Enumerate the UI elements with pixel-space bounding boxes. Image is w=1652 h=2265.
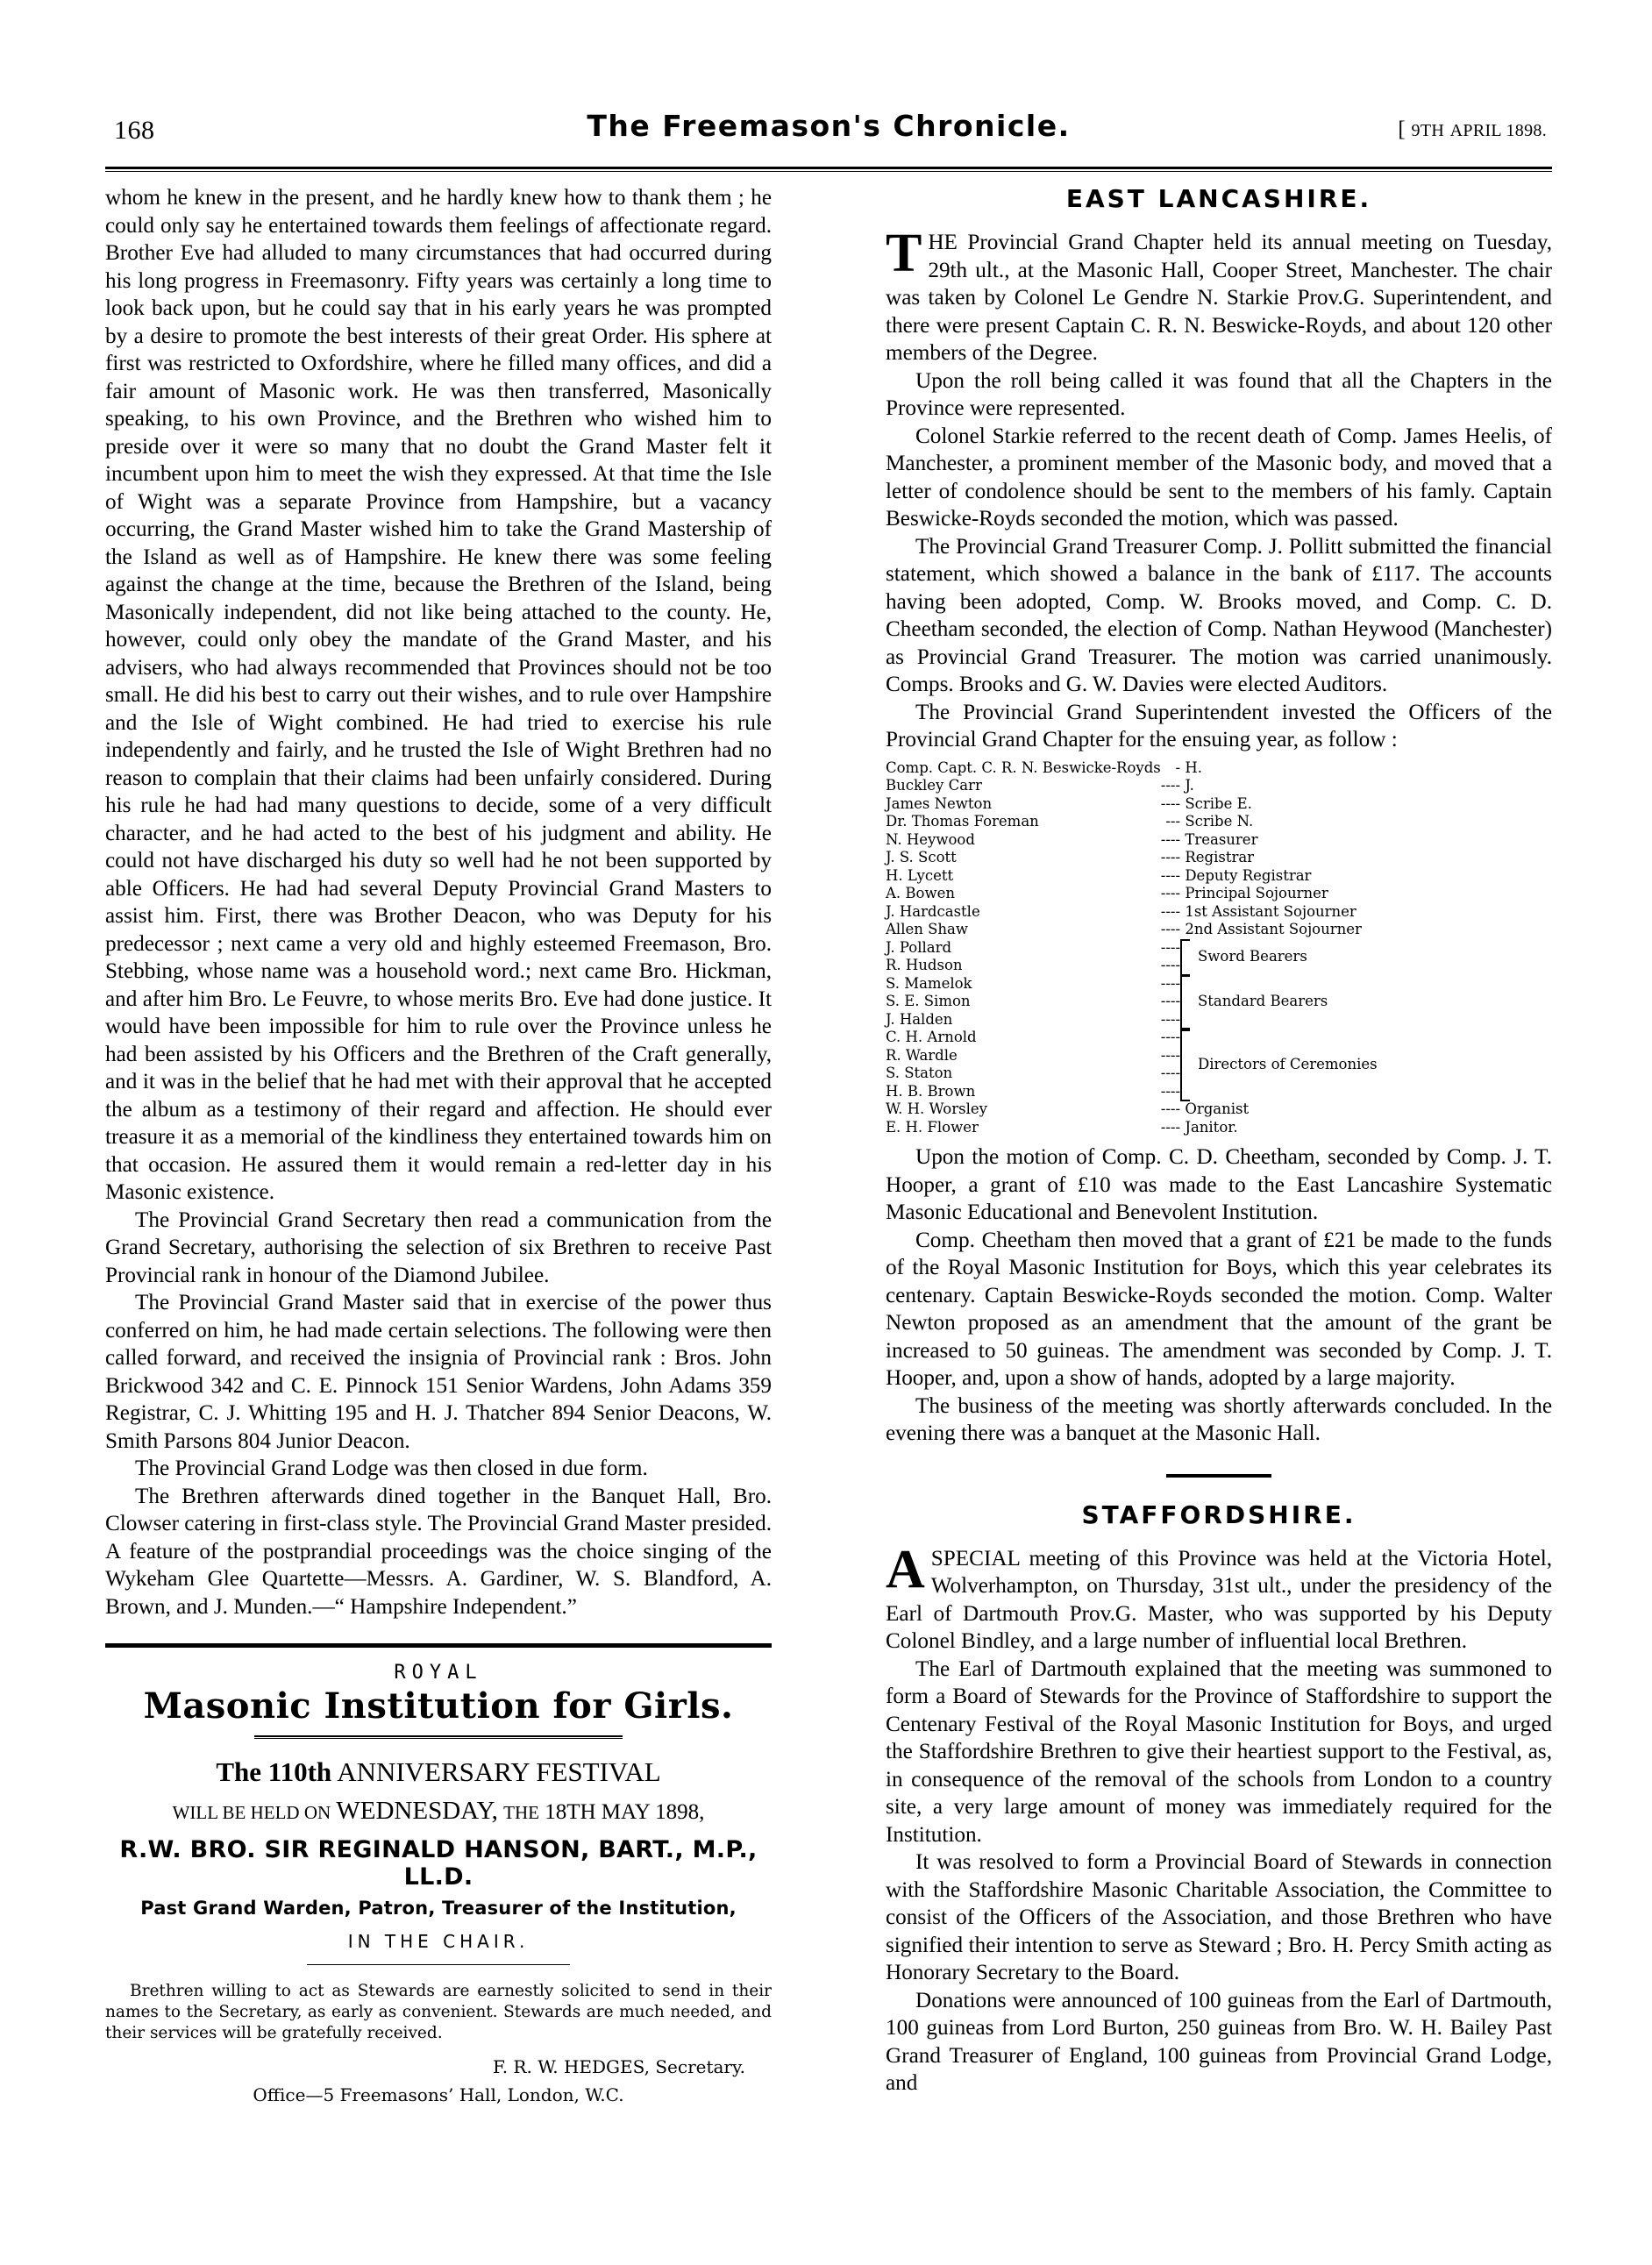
leader-dash: - xyxy=(1160,885,1166,901)
when-the: THE xyxy=(503,1802,539,1823)
advertisement-in-the-chair: IN THE CHAIR. xyxy=(347,1931,530,1952)
advertisement-chairman-name: R.W. BRO. SIR REGINALD HANSON, BART., M.P., LL.D. xyxy=(119,1836,758,1891)
officer-role: Deputy Registrar xyxy=(1185,866,1312,884)
leader-dash: - xyxy=(1160,974,1166,992)
table-row xyxy=(886,1083,1552,1101)
advertisement-institution-title: Masonic Institution for Girls. xyxy=(143,1685,734,1727)
leader-dash: - xyxy=(1165,1100,1171,1117)
leader-dash: - xyxy=(1175,1082,1181,1100)
leader-dash: - xyxy=(1170,957,1176,973)
paragraph: Comp. Cheetham then moved that a grant of £21 be made to the funds of the Royal Masonic Institution for Boys, which this year celebrates its centenary. Captain Beswicke-Royds seconded the motion. Comp. Walter Newton proposed as an amendment that the amount of the grant be increased to 50 guineas. The amendment was seconded by Comp. J. T. Hooper, and, upon a show of hands, adopted by a large majority. xyxy=(886,1228,1552,1390)
leader-dash: - xyxy=(1175,830,1181,848)
leader-dash: - xyxy=(1175,759,1181,776)
advertisement-block xyxy=(105,1643,772,2105)
leader-dash: - xyxy=(1175,974,1181,992)
leader-dash: - xyxy=(1170,1118,1176,1136)
leader-dash: - xyxy=(1170,1082,1176,1100)
paragraph: whom he knew in the present, and he hardly knew how to thank them ; he could only say he entertained towards them feelings of affectionate regard. Brother Eve had alluded to many circumstances that had occurred during his long progress in Freemasonry. Fifty years was certainly a long time to look back upon, but he could say that in his early years he was prompted by a desire to promote the best interests of their great Order. His sphere at first was restricted to Oxfordshire, where he filled many offices, and did a fair amount of Masonic work. He was then transferred, Masonically speaking, to his own Province, and the Brethren who wished him to preside over it were so many that no doubt the Grand Master felt it incumbent upon him to meet the wish they expressed. At that time the Isle of Wight was a separate Province from Hampshire, but a vacancy occurring, the Grand Master wished him to take the Grand Mastership of the Island as well as of Hampshire. He knew there was some feeling against the change at the time, because the Brethren of the Island, being Masonically independent, did not like being attached to the county. He, however, could only obey the mandate of the Grand Master, and his advisers, who had always recommended that Provinces should not be too small. He did his best to carry out their wishes, and to rule over Hampshire and the Isle of Wight combined. He had tried to exercise his rule independently and fairly, and he trusted the Isle of Wight Brethren had no reason to complain that their claims had been unfairly considered. During his rule he had had many questions to decide, some of a very difficult character, and he had acted to the best of his judgment and ability. He could not have discharged his duty so well had he not been supported by able Officers. He had had several Deputy Provincial Grand Masters to assist him. First, there was Brother Deacon, who was Deputy for his predecessor ; next came a very old and highly esteemed Freemason, Bro. Stebbing, whose name was a household word.; next came Bro. Hickman, and after him Bro. Le Feuvre, to whose merits Bro. Eve had done justice. It would have been impossible for him to rule over the Province unless he had been assisted by his Officers and the Brethren of the Craft generally, and it was in the belief that he had met with their approval that he accepted the album as a testimony of their regard and affection. He should ever treasure it as a memorial of the kindliness they entertained towards him on that occasion. He assured them it would remain a red-letter day in his Masonic existence. xyxy=(105,186,772,1204)
leader-dash: - xyxy=(1170,993,1176,1009)
leader-dash: - xyxy=(1160,794,1166,812)
leader-dash: - xyxy=(1170,1100,1176,1117)
leader-dash: - xyxy=(1165,921,1171,937)
leader-dash: - xyxy=(1160,993,1166,1009)
leader-dash: - xyxy=(1175,777,1181,794)
officer-name: Dr. Thomas Foreman xyxy=(886,813,1039,830)
officer-name: A. Bowen xyxy=(886,885,955,901)
leader-dash: - xyxy=(1175,813,1181,830)
officer-name: J. Halden xyxy=(886,1010,953,1028)
leader-dash: - xyxy=(1175,1029,1181,1045)
leader-dash: - xyxy=(1165,1010,1171,1028)
officer-name: S. Staton xyxy=(886,1065,953,1081)
officer-role: J. xyxy=(1185,777,1194,794)
when-prefix: WILL BE HELD ON xyxy=(172,1802,331,1823)
paragraph: The Provincial Grand Lodge was then closed in due form. xyxy=(135,1457,648,1480)
leader-dash: - xyxy=(1170,830,1176,848)
group-label: Sword Bearers xyxy=(1198,947,1307,965)
officer-role xyxy=(1185,1011,1552,1029)
when-date: 18TH MAY 1898, xyxy=(545,1800,705,1824)
paragraph: The Brethren afterwards dined together in the Banquet Hall, Bro. Clowser catering in first-class style. The Provincial Grand Master presided. A feature of the postprandial proceedings was the choice singing of the Wykeham Glee Quartette—Messrs. A. Gardiner, W. S. Blandford, A. Brown, and J. Munden.—“ Hampshire Independent.” xyxy=(105,1484,772,1619)
officer-name: James Newton xyxy=(886,794,993,812)
leader-dash: - xyxy=(1160,1082,1166,1100)
leader-dash: - xyxy=(1165,957,1171,973)
drop-cap-letter: T xyxy=(886,224,922,283)
leader-dash: - xyxy=(1165,993,1171,1009)
leader-dash: - xyxy=(1175,885,1181,901)
leader-dash: - xyxy=(1160,1046,1166,1064)
leader-dash: - xyxy=(1160,1010,1166,1028)
officer-role: Treasurer xyxy=(1185,830,1258,848)
paragraph-text: HE Provincial Grand Chapter held its annual meeting on Tuesday, 29th ult., at the Masonic Hall, Cooper Street, Manchester. The chair was taken by Colonel Le Gendre N. Starkie Prov.G. Superintendent, and there were present Captain C. R. N. Beswicke-Royds, and about 120 other members of the Degree. xyxy=(886,231,1552,365)
paragraph: The Provincial Grand Treasurer Comp. J. Pollitt submitted the financial statement, which showed a balance in the bank of £117. The accounts having been adopted, Comp. W. Brooks moved, and Comp. C. D. Cheetham seconded, the election of Comp. Nathan Heywood (Manchester) as Provincial Grand Treasurer. The motion was carried unanimously. Comps. Brooks and G. W. Davies were elected Auditors. xyxy=(886,534,1552,696)
leader-dash: - xyxy=(1170,902,1176,920)
officer-name: S. E. Simon xyxy=(886,993,971,1009)
table-row xyxy=(886,885,1552,903)
table-row xyxy=(886,759,1552,778)
paragraph: Colonel Starkie referred to the recent death of Comp. James Heelis, of Manchester, a prominent member of the Masonic body, and moved that a letter of condolence should be sent to the members of his famly. Captain Beswicke-Royds seconded the motion, which was passed. xyxy=(886,424,1552,531)
paragraph xyxy=(886,1539,1552,1656)
date-month-year: APRIL 1898. xyxy=(1449,121,1547,140)
officers-table xyxy=(886,759,1552,1137)
officer-role: Organist xyxy=(1185,1100,1250,1117)
advertisement-secretary: F. R. W. HEDGES, Secretary. xyxy=(492,2056,745,2077)
table-row xyxy=(886,1011,1552,1029)
paragraph: It was resolved to form a Provincial Board of Stewards in connection with the Staffordshire Masonic Charitable Association, the Committee to consist of the Officers of the Association, and those Brethren who have signified their intention to serve as Steward ; Bro. H. Percy Smith acting as Honorary Secretary to the Board. xyxy=(886,1850,1552,1984)
group-brace xyxy=(1180,939,1190,976)
paragraph: Upon the motion of Comp. C. D. Cheetham, seconded by Comp. J. T. Hooper, a grant of £10 was made to the East Lancashire Systematic Masonic Educational and Benevolent Institution. xyxy=(886,1145,1552,1224)
table-row xyxy=(886,813,1552,831)
leader-dash: - xyxy=(1165,938,1171,956)
leader-dash: - xyxy=(1160,830,1166,848)
leader-dash: - xyxy=(1170,777,1176,794)
officer-name: H. B. Brown xyxy=(886,1082,976,1100)
advertisement-date-line xyxy=(105,1797,772,1826)
officers-list xyxy=(886,759,1552,1137)
section-heading-staffordshire: STAFFORDSHIRE. xyxy=(1081,1499,1356,1529)
leader-dash: - xyxy=(1175,1046,1181,1064)
advertisement-chairman-role: Past Grand Warden, Patron, Treasurer of the Institution, xyxy=(140,1898,737,1919)
leader-dash: - xyxy=(1175,1100,1181,1117)
leader-dash: - xyxy=(1170,866,1176,884)
masthead-rule xyxy=(105,167,1552,172)
leader-dash: - xyxy=(1165,974,1171,992)
advertisement-top-rule xyxy=(105,1643,772,1648)
officer-name: S. Mamelok xyxy=(886,974,972,992)
leader-dash: - xyxy=(1165,849,1171,865)
officer-role: Principal Sojourner xyxy=(1185,885,1328,901)
leader-dash: - xyxy=(1160,1029,1166,1045)
leader-dash: - xyxy=(1165,1029,1171,1045)
left-column xyxy=(105,184,772,2105)
paragraph-text: SPECIAL meeting of this Province was held at the Victoria Hotel, Wolverhampton, on Thursday, 31st ult., under the presidency of the Earl of Dartmouth Prov.G. Master, who was supported by his Deputy Colonel Bindley, and a large number of influential local Brethren. xyxy=(886,1546,1552,1653)
leader-dash: - xyxy=(1175,938,1181,956)
leader-dash: - xyxy=(1160,1100,1166,1117)
officer-name: J. Hardcastle xyxy=(886,902,980,920)
advertisement-anniversary-line xyxy=(105,1756,772,1788)
leader-dash: - xyxy=(1160,777,1166,794)
leader-dash: - xyxy=(1175,1065,1181,1081)
leader-dash: - xyxy=(1160,866,1166,884)
leader-dash: - xyxy=(1165,885,1171,901)
leader-dash: - xyxy=(1165,794,1171,812)
leader-dash: - xyxy=(1170,813,1176,830)
issue-date xyxy=(1398,118,1547,142)
paragraph: The business of the meeting was shortly afterwards concluded. In the evening there was a banquet at the Masonic Hall. xyxy=(886,1393,1552,1445)
table-row xyxy=(886,867,1552,886)
advertisement-stewards-note: Brethren willing to act as Stewards are earnestly solicited to send in their names to the Secretary, as early as convenient. Stewards are much needed, and their services will be gratefully received. xyxy=(105,1982,772,2042)
group-label: Directors of Ceremonies xyxy=(1198,1055,1378,1072)
leader-dash: - xyxy=(1170,974,1176,992)
officer-role: Registrar xyxy=(1185,849,1255,865)
leader-dash: - xyxy=(1160,1118,1166,1136)
leader-dash: - xyxy=(1160,849,1166,865)
paragraph: The Provincial Grand Master said that in exercise of the power thus conferred on him, he had made certain selections. The following were then called forward, and received the insignia of Provincial rank : Bros. John Brickwood 342 and C. E. Pinnock 151 Senior Wardens, John Adams 359 Registrar, C. J. Whitting 195 and H. J. Thatcher 894 Senior Deacons, W. Smith Parsons 804 Junior Deacon. xyxy=(105,1291,772,1453)
leader-dash: - xyxy=(1170,938,1176,956)
leader-dash: - xyxy=(1160,938,1166,956)
leader-dash: - xyxy=(1175,849,1181,865)
officer-role: Scribe E. xyxy=(1185,794,1252,812)
officer-name: R. Wardle xyxy=(886,1046,958,1064)
table-row xyxy=(886,777,1552,795)
officer-name: Comp. Capt. C. R. N. Beswicke-Royds xyxy=(886,759,1161,776)
table-row xyxy=(886,975,1552,994)
officer-name: N. Heywood xyxy=(886,830,975,848)
advertisement-royal-word: ROYAL xyxy=(394,1662,483,1684)
officer-role: 1st Assistant Sojourner xyxy=(1185,902,1356,920)
leader-dash: - xyxy=(1165,866,1171,884)
leader-dash: - xyxy=(1160,1065,1166,1081)
table-row xyxy=(886,795,1552,814)
date-day: 9TH xyxy=(1411,121,1445,140)
leader-dash: - xyxy=(1175,866,1181,884)
right-column xyxy=(886,184,1552,2105)
masthead xyxy=(105,105,1552,163)
leader-dash: - xyxy=(1175,957,1181,973)
table-row xyxy=(886,1029,1552,1047)
leader-dash: - xyxy=(1170,885,1176,901)
leader-dash: - xyxy=(1170,1010,1176,1028)
officer-name: J. S. Scott xyxy=(886,849,957,865)
leader-dash: - xyxy=(1170,921,1176,937)
section-heading-east-lancashire: EAST LANCASHIRE. xyxy=(1065,184,1372,213)
leader-dash: - xyxy=(1160,902,1166,920)
officer-name: Allen Shaw xyxy=(886,921,968,937)
table-row xyxy=(886,1119,1552,1137)
officer-name: R. Hudson xyxy=(886,957,963,973)
officer-name: J. Pollard xyxy=(886,938,952,956)
leader-dash: - xyxy=(1170,849,1176,865)
leader-dash: - xyxy=(1165,1065,1171,1081)
table-row xyxy=(886,831,1552,850)
paragraph: Donations were announced of 100 guineas from the Earl of Dartmouth, 100 guineas from Lord Burton, 250 guineas from Bro. W. H. Bailey Past Grand Treasurer of England, 100 guineas from Provincial Grand Lodge, and xyxy=(886,1988,1552,2095)
group-label: Standard Bearers xyxy=(1198,992,1328,1009)
leader-dash: - xyxy=(1160,957,1166,973)
officer-name: E. H. Flower xyxy=(886,1118,979,1136)
leader-dash: - xyxy=(1170,1065,1176,1081)
leader-dash: - xyxy=(1175,921,1181,937)
paragraph: The Earl of Dartmouth explained that the meeting was summoned to form a Board of Stewards for the Province of Staffordshire to support the Centenary Festival of the Royal Masonic Institution for Boys, and urged the Staffordshire Brethren to give their heartiest support to the Festival, as, in consequence of the removal of the schools from London to a country site, a very large amount of money was immediately required for the Institution. xyxy=(886,1656,1552,1847)
table-row xyxy=(886,903,1552,922)
page-folio-number: 168 xyxy=(114,116,155,145)
paragraph xyxy=(886,224,1552,367)
advertisement-office-address: Office—5 Freemasons’ Hall, London, W.C. xyxy=(253,2084,624,2105)
leader-dash: - xyxy=(1165,813,1171,830)
officer-name: C. H. Arnold xyxy=(886,1029,977,1045)
anniversary-the: The xyxy=(216,1756,262,1787)
leader-dash: - xyxy=(1165,902,1171,920)
date-bracket: [ xyxy=(1398,118,1412,141)
anniversary-number: 110th xyxy=(267,1756,332,1787)
table-row xyxy=(886,921,1552,939)
leader-dash: - xyxy=(1175,1010,1181,1028)
officer-role: Scribe N. xyxy=(1185,813,1254,830)
section-divider-rule xyxy=(1166,1474,1271,1478)
group-brace xyxy=(1180,975,1190,1029)
when-day: WEDNESDAY, xyxy=(336,1797,498,1825)
officer-role xyxy=(1185,975,1552,994)
advertisement-divider xyxy=(254,1735,623,1739)
leader-dash: - xyxy=(1170,1046,1176,1064)
publication-title: The Freemason's Chronicle. xyxy=(587,109,1071,143)
leader-dash: - xyxy=(1165,777,1171,794)
advertisement-divider-lower xyxy=(307,1964,570,1965)
officer-role: 2nd Assistant Sojourner xyxy=(1185,921,1362,937)
leader-dash: - xyxy=(1175,794,1181,812)
leader-dash: - xyxy=(1165,1046,1171,1064)
leader-dash: - xyxy=(1160,921,1166,937)
leader-dash: - xyxy=(1170,794,1176,812)
leader-dash: - xyxy=(1165,1118,1171,1136)
column-container xyxy=(105,184,1552,2105)
leader-dash: - xyxy=(1175,1118,1181,1136)
leader-dash: - xyxy=(1165,1082,1171,1100)
paragraph: Upon the roll being called it was found that all the Chapters in the Province were represented. xyxy=(886,368,1552,420)
officer-role xyxy=(1185,1029,1552,1047)
newspaper-page xyxy=(105,105,1552,2210)
officer-role: Janitor. xyxy=(1185,1118,1238,1136)
officer-role: H. xyxy=(1185,759,1202,776)
officer-role xyxy=(1185,1083,1552,1101)
leader-dash: - xyxy=(1170,1029,1176,1045)
leader-dash: - xyxy=(1165,830,1171,848)
officer-name: W. H. Worsley xyxy=(886,1100,987,1117)
officer-name: Buckley Carr xyxy=(886,777,982,794)
leader-dash: - xyxy=(1175,993,1181,1009)
anniversary-festival-text: ANNIVERSARY FESTIVAL xyxy=(337,1756,661,1787)
paragraph: The Provincial Grand Superintendent invested the Officers of the Provincial Grand Chapter for the ensuing year, as follow : xyxy=(886,700,1552,751)
paragraph: The Provincial Grand Secretary then read a communication from the Grand Secretary, authorising the selection of six Brethren to receive Past Provincial rank in honour of the Diamond Jubilee. xyxy=(105,1207,772,1287)
group-brace xyxy=(1180,1029,1190,1101)
officer-name: H. Lycett xyxy=(886,866,954,884)
leader-dash: - xyxy=(1175,902,1181,920)
table-row xyxy=(886,849,1552,867)
table-row xyxy=(886,1100,1552,1119)
drop-cap-letter: A xyxy=(886,1539,925,1599)
